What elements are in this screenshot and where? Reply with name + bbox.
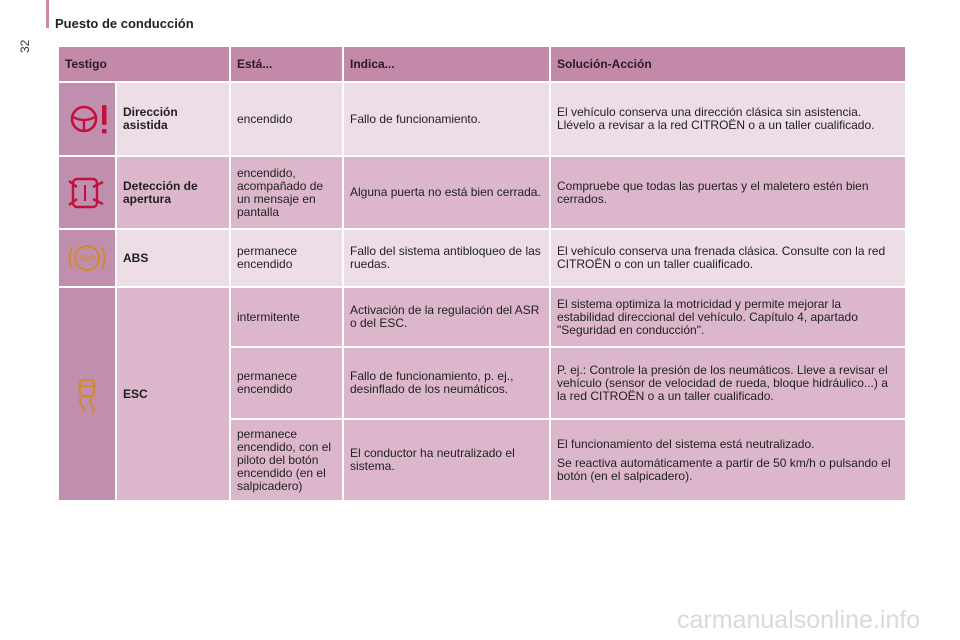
header-testigo: Testigo [59, 47, 229, 81]
cell-indica: Fallo del sistema antibloqueo de las ruedas. [344, 230, 549, 286]
cell-solucion [551, 348, 905, 418]
indicator-name: ESC [117, 288, 229, 500]
table-row [59, 230, 905, 286]
table-header-row [59, 47, 905, 81]
cell-indica: Activación de la regulación del ASR o del ESC. [344, 288, 549, 346]
page-number: 32 [18, 39, 32, 53]
cell-solucion: Compruebe que todas las puertas y el maletero estén bien cerrados. [551, 157, 905, 228]
cell-esta: permanece encendido [231, 348, 342, 418]
cell-solucion [551, 420, 905, 500]
cell-indica: Alguna puerta no está bien cerrada. [344, 157, 549, 228]
solucion-paragraph: El sistema optimiza la motricidad y permite mejorar la estabilidad direccional del vehículo. Capítulo 4, apartado "Seguridad en conducción". [557, 296, 858, 337]
header-solucion: Solución-Acción [551, 47, 905, 81]
indicator-name: Dirección asistida [117, 83, 229, 155]
cell-solucion: El vehículo conserva una frenada clásica. Consulte con la red CITROËN o con un taller cualificado. [551, 230, 905, 286]
table-row [59, 157, 905, 228]
cell-esta: intermitente [231, 288, 342, 346]
table-row [59, 83, 905, 155]
table-row [59, 288, 905, 346]
cell-esta: encendido, acompañado de un mensaje en pantalla [231, 157, 342, 228]
section-title: Puesto de conducción [55, 16, 194, 31]
header-esta: Está... [231, 47, 342, 81]
cell-esta: encendido [231, 83, 342, 155]
abs-icon-label: ABS [77, 254, 97, 264]
cell-solucion [551, 288, 905, 346]
solucion-paragraph: Se reactiva automáticamente a partir de 50 km/h o pulsando el botón (en el salpicadero). [557, 455, 891, 483]
cell-indica: Fallo de funcionamiento, p. ej., desinflado de los neumáticos. [344, 348, 549, 418]
cell-indica: Fallo de funcionamiento. [344, 83, 549, 155]
cell-solucion: El vehículo conserva una dirección clásica sin asistencia. Llévelo a revisar a la red CITROËN o a un taller cualificado. [551, 83, 905, 155]
indicator-table [57, 45, 907, 502]
indicator-name: Detección de apertura [117, 157, 229, 228]
esc-skid-icon [59, 288, 115, 500]
cell-esta: permanece encendido, con el piloto del botón encendido (en el salpicadero) [231, 420, 342, 500]
door-open-icon [59, 157, 115, 228]
cell-indica: El conductor ha neutralizado el sistema. [344, 420, 549, 500]
footer-watermark: carmanualsonline.info [677, 606, 921, 634]
side-accent-bar [46, 0, 49, 28]
solucion-paragraph: P. ej.: Controle la presión de los neumáticos. Lleve a revisar el vehículo (sensor de velocidad de rueda, bloque hidráulico...) a la red CITROËN o a un taller cualificado. [557, 362, 888, 403]
abs-icon [59, 230, 115, 286]
header-indica: Indica... [344, 47, 549, 81]
indicator-name: ABS [117, 230, 229, 286]
solucion-paragraph: El funcionamiento del sistema está neutralizado. [557, 436, 815, 451]
cell-esta: permanece encendido [231, 230, 342, 286]
power-steering-warning-icon [59, 83, 115, 155]
